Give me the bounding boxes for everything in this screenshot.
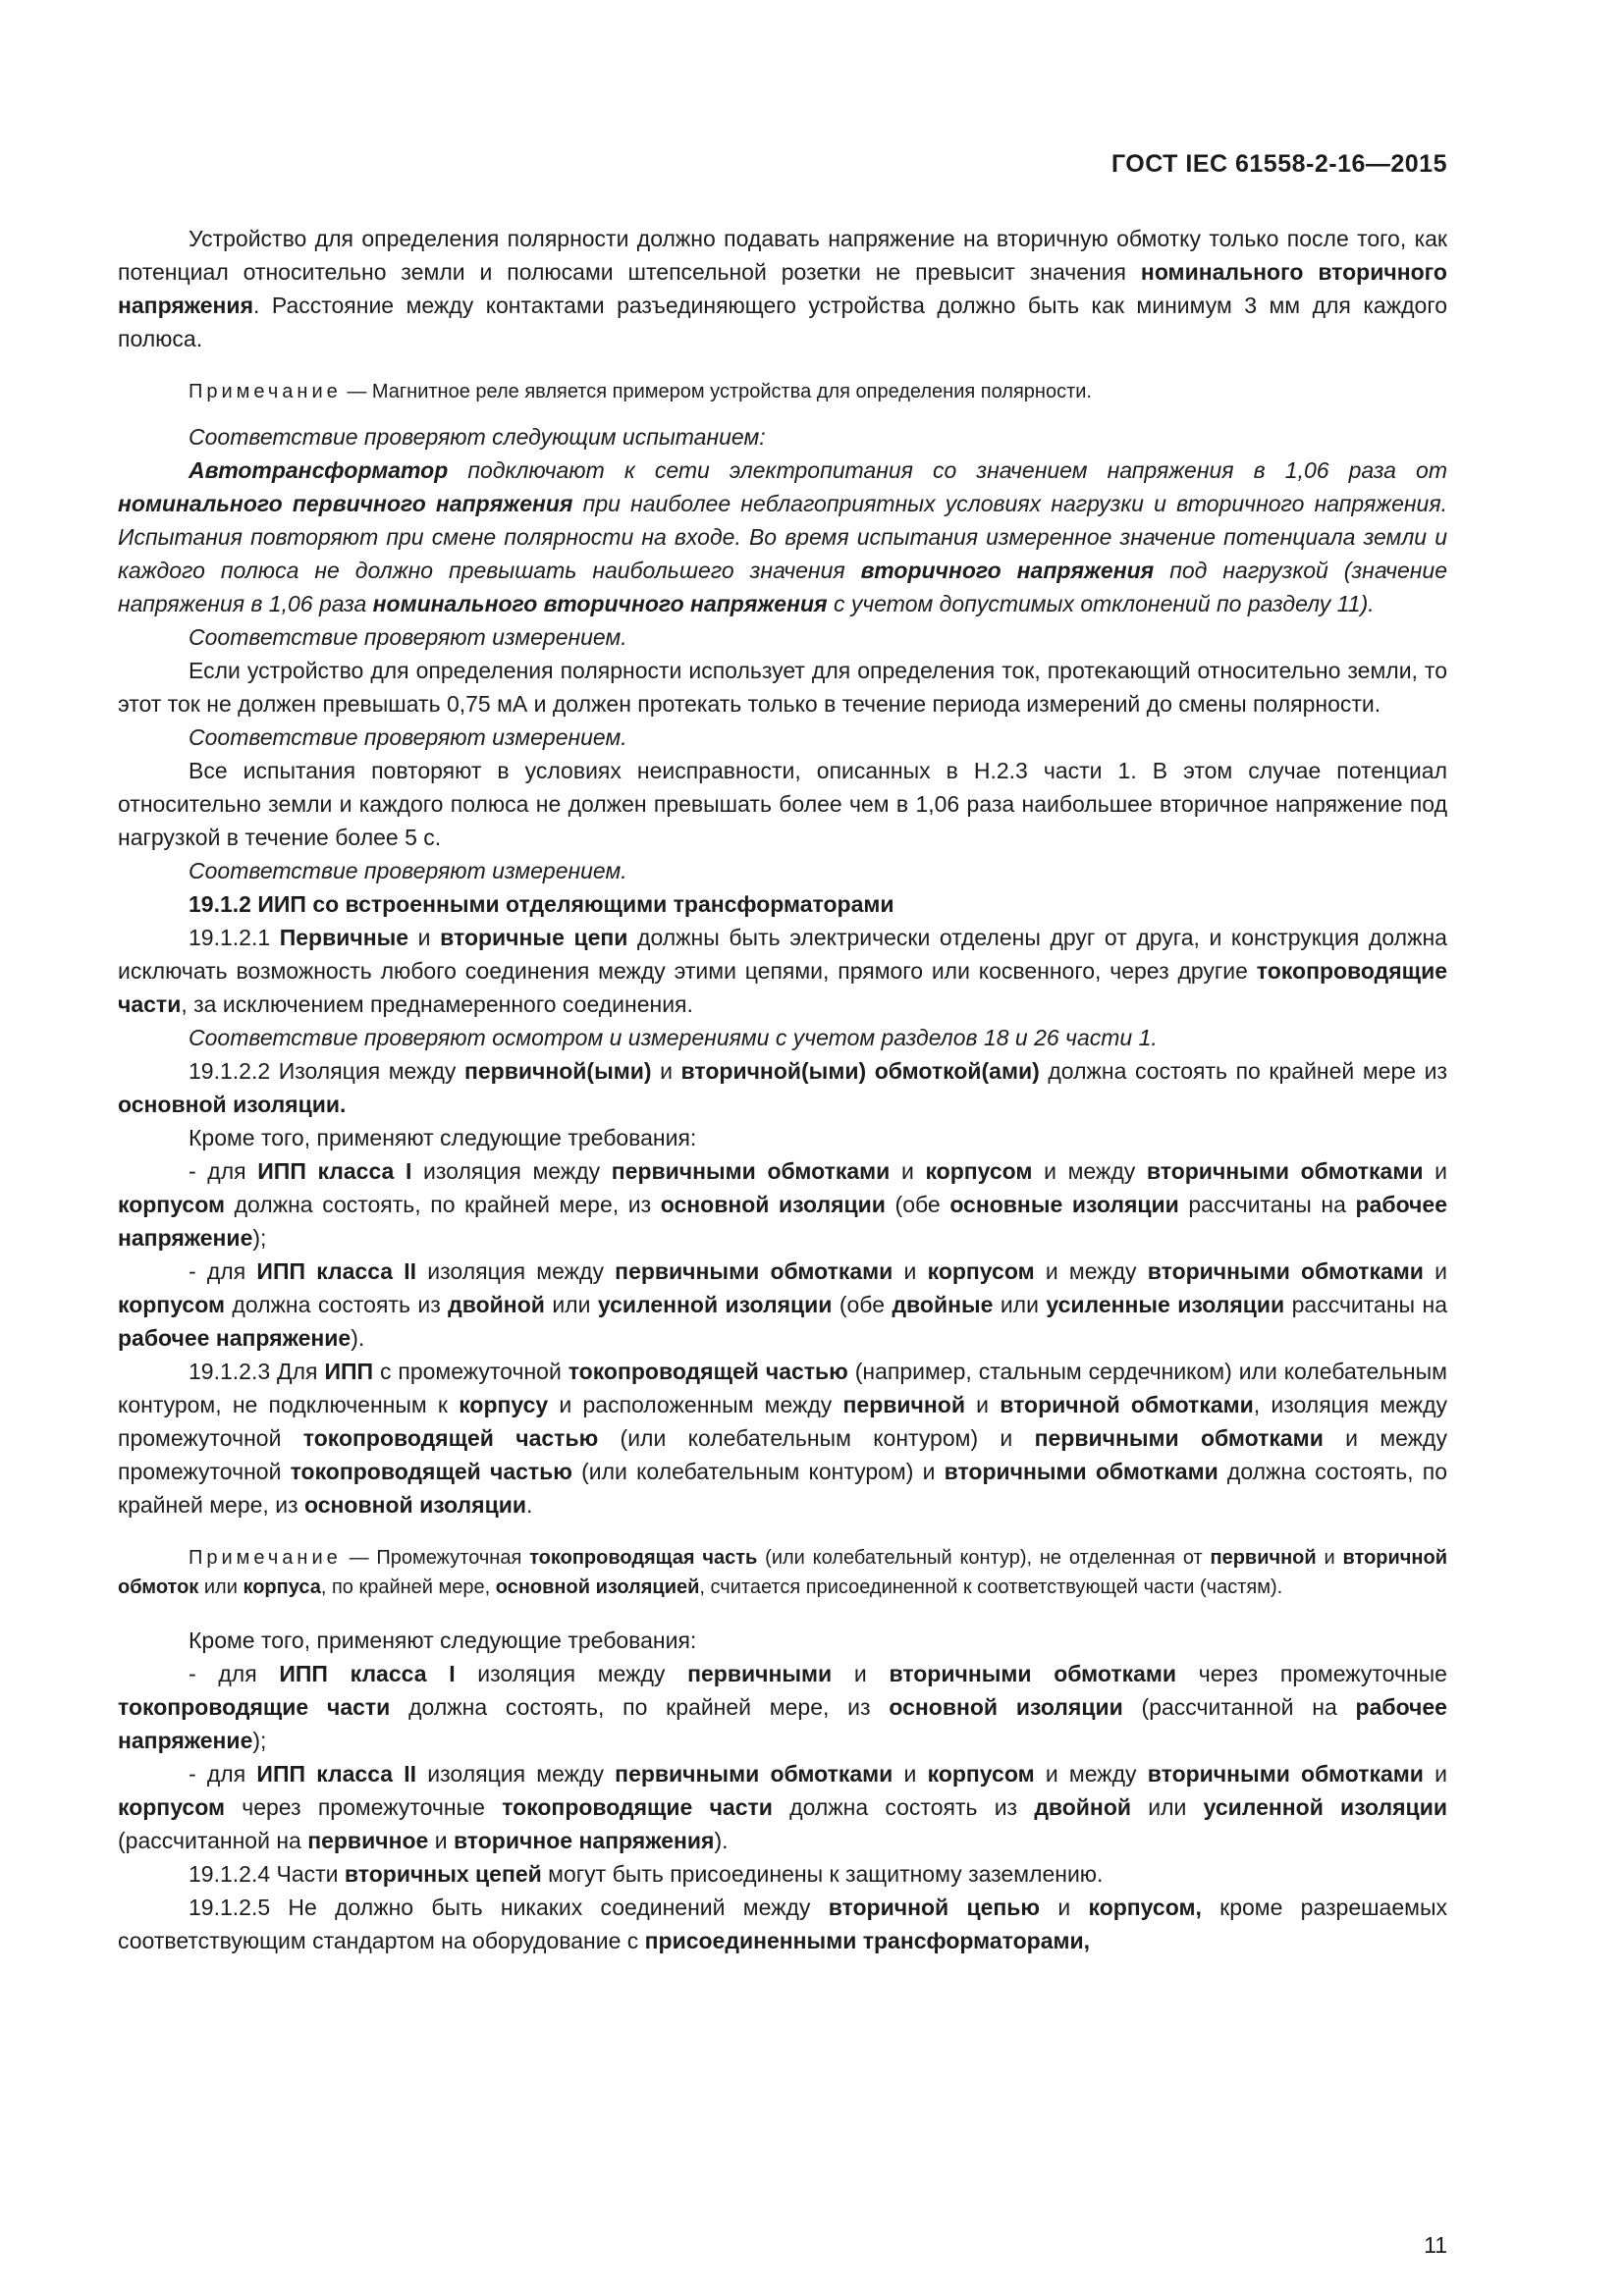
paragraph-current-limit: Если устройство для определения полярности использует для определения ток, протекающий относительно земли, то этот ток не должен превышать 0,75 мА и должен протекать только в течение периода измерений до смены полярности. (118, 658, 1447, 717)
compliance-measurement-line: Соответствие проверяют измерением. (189, 624, 627, 650)
compliance-measurement-line: Соответствие проверяют измерением. (189, 858, 627, 883)
clause-19-1-2-2: 19.1.2.2 Изоляция между первичной(ыми) и вторичной(ыми) обмоткой(ами) должна состоять по крайней мере из основной изоляции. (118, 1058, 1447, 1117)
list-item-class-1: - для ИПП класса I изоляция между первичными обмотками и корпусом и между вторичными обмотками и корпусом должна состоять, по крайней мере, из основной изоляции (обе основные изоляции рассчитаны на рабочее напряжение); (118, 1158, 1447, 1251)
clause-19-1-2-4: 19.1.2.4 Части вторичных цепей могут быть присоединены к защитному заземлению. (189, 1861, 1104, 1887)
section-heading-19-1-2: 19.1.2 ИИП со встроенными отделяющими трансформаторами (189, 891, 894, 917)
requirements-intro: Кроме того, применяют следующие требования: (189, 1125, 697, 1150)
requirements-intro: Кроме того, применяют следующие требования: (189, 1628, 697, 1653)
list-item-class-2-intermediate: - для ИПП класса II изоляция между первичными обмотками и корпусом и между вторичными обмотками и корпусом через промежуточные токопроводящие части должна состоять из двойной или усиленной изоляции (рассчитанной на первичное и вторичное напряжения). (118, 1761, 1447, 1853)
standard-header: ГОСТ IEC 61558-2-16—2015 (1110, 150, 1447, 178)
paragraph-polarity-device: Устройство для определения полярности должно подавать напряжение на вторичную обмотку только после того, как потенциал относительно земли и полюсами штепсельной розетки не превысит значения номинального вторичного напряжения. Расстояние между контактами разъединяющего устройства должно быть как минимум 3 мм для каждого полюса. (118, 226, 1447, 351)
list-item-class-2: - для ИПП класса II изоляция между первичными обмотками и корпусом и между вторичными обмотками и корпусом должна состоять из двойной или усиленной изоляции (обе двойные или усиленные изоляции рассчитаны на рабочее напряжение). (118, 1258, 1447, 1351)
note-magnetic-relay: Примечание — Магнитное реле является примером устройства для определения полярности. (189, 381, 1092, 402)
note-intermediate-part: Примечание — Промежуточная токопроводящая часть (или колебательный контур), не отделенная от первичной и вторичной обмоток или корпуса, по крайней мере, основной изоляцией, считается присоединенной к соответствующей части (частям). (118, 1547, 1447, 1598)
compliance-measurement-line: Соответствие проверяют измерением. (189, 724, 627, 750)
compliance-inspection-line: Соответствие проверяют осмотром и измерениями с учетом разделов 18 и 26 части 1. (189, 1025, 1158, 1050)
page-body (118, 222, 1447, 1957)
clause-19-1-2-1: 19.1.2.1 Первичные и вторичные цепи должны быть электрически отделены друг от друга, и конструкция должна исключать возможность любого соединения между этими цепями, прямого или косвенного, через другие токопроводящие части, за исключением преднамеренного соединения. (118, 925, 1447, 1017)
compliance-test-line: Соответствие проверяют следующим испытанием: (189, 424, 766, 450)
list-item-class-1-intermediate: - для ИПП класса I изоляция между первичными и вторичными обмотками через промежуточные токопроводящие части должна состоять, по крайней мере, из основной изоляции (рассчитанной на рабочее напряжение); (118, 1661, 1447, 1753)
clause-19-1-2-5: 19.1.2.5 Не должно быть никаких соединений между вторичной цепью и корпусом, кроме разрешаемых соответствующим стандартом на оборудование с присоединенными трансформаторами, (118, 1895, 1447, 1953)
paragraph-autotransformer: Автотрансформатор подключают к сети электропитания со значением напряжения в 1,06 раза от номинального первичного напряжения при наиболее неблагоприятных условиях нагрузки и вторичного напряжения. Испытания повторяют при смене полярности на входе. Во время испытания измеренное значение потенциала земли и каждого полюса не должно превышать наибольшего значения вторичного напряжения под нагрузкой (значение напряжения в 1,06 раза номинального вторичного напряжения с учетом допустимых отклонений по разделу 11). (118, 457, 1448, 616)
paragraph-fault-conditions: Все испытания повторяют в условиях неисправности, описанных в Н.2.3 части 1. В этом случае потенциал относительно земли и каждого полюса не должен превышать более чем в 1,06 раза наибольшее вторичное напряжение под нагрузкой в течение более 5 с. (118, 758, 1447, 850)
page-number: 11 (1424, 2232, 1447, 2258)
clause-19-1-2-3: 19.1.2.3 Для ИПП с промежуточной токопроводящей частью (например, стальным сердечником) или колебательным контуром, не подключенным к корпусу и расположенным между первичной и вторичной обмотками, изоляция между промежуточной токопроводящей частью (или колебательным контуром) и первичными обмотками и между промежуточной токопроводящей частью (или колебательным контуром) и вторичными обмотками должна состоять, по крайней мере, из основной изоляции. (118, 1359, 1448, 1518)
